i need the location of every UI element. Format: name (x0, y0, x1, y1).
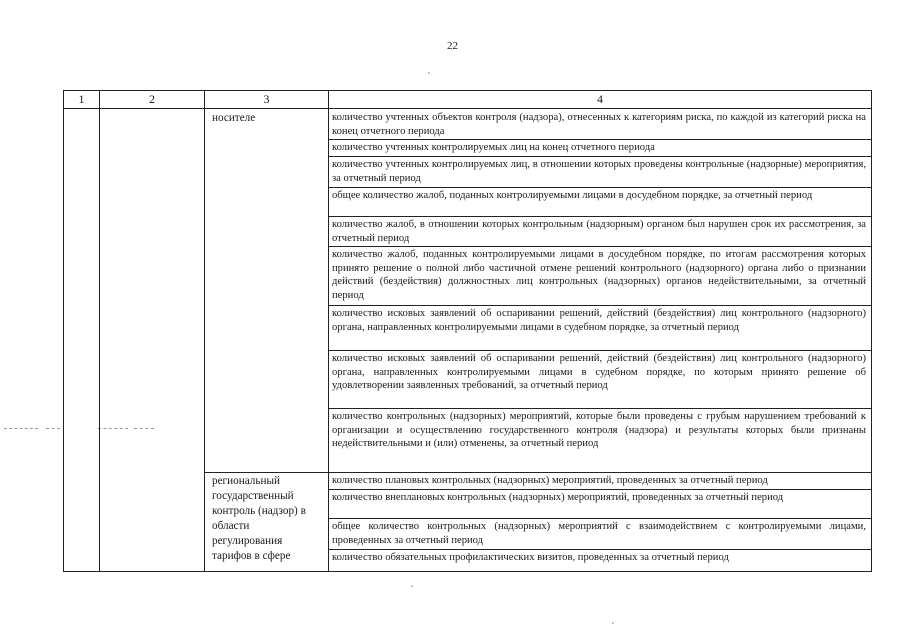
row-separator (328, 305, 872, 306)
row-separator (328, 139, 872, 140)
row-separator (328, 350, 872, 351)
header-col-2: 2 (149, 92, 155, 106)
indicator-row: количество обязательных профилактических визитов, проведенных за отчетный период (332, 552, 729, 563)
indicator-row: количество плановых контрольных (надзорных) мероприятий, проведенных за отчетный период (332, 475, 768, 486)
row-separator (328, 216, 872, 217)
indicator-row: количество исковых заявлений об оспаривании решений, действий (бездействия) лиц контрольного (надзорного) органа, направленных контролируемыми лицами в судебном порядке, по которым принято решение об удовлетворении заявленных требований, за отчетный период (332, 353, 866, 392)
report-table (63, 90, 872, 572)
scan-speck (428, 72, 430, 74)
indicator-row: количество исковых заявлений об оспаривании решений, действий (бездействия) лиц контрольного (надзорного) органа, направленных контролируемыми лицами в судебном порядке, за отчетный период (332, 308, 866, 333)
indicator-row: количество учтенных контролируемых лиц, в отношении которых проведены контрольные (надзорные) мероприятия, за отчетный период (332, 159, 866, 184)
indicator-row: количество внеплановых контрольных (надзорных) мероприятий, проведенных за отчетный период (332, 492, 784, 503)
scan-speck (411, 585, 413, 587)
control-type-cell: региональный государственный контроль (надзор) в области регулирования тарифов в сфере (212, 475, 306, 562)
table-border (63, 90, 64, 572)
scan-speck (612, 622, 614, 624)
table-border (871, 90, 872, 572)
header-separator (63, 108, 872, 109)
row-separator (328, 246, 872, 247)
indicator-row: общее количество жалоб, поданных контролируемыми лицами в досудебном порядке, за отчетный период (332, 190, 813, 201)
group-separator (204, 472, 872, 473)
column-divider (328, 90, 329, 572)
indicator-row: количество жалоб, поданных контролируемыми лицами в досудебном порядке, по итогам рассмотрения которых принято решение о полной либо частичной отмене решений контрольного (надзорного) органа либо о признании действий (бездействия) должностных лиц контрольных (надзорных) органов недействительными, за отчетный период (332, 249, 866, 301)
indicator-row: количество жалоб, в отношении которых контрольным (надзорным) органом был нарушен срок их рассмотрения, за отчетный период (332, 219, 866, 244)
row-separator (328, 187, 872, 188)
indicator-row: общее количество контрольных (надзорных) мероприятий с взаимодействием с контролируемыми лицами, проведенных за отчетный период (332, 521, 866, 546)
header-col-4: 4 (597, 92, 603, 106)
margin-scan-mark (46, 428, 60, 429)
header-col-1: 1 (78, 92, 85, 106)
row-separator (328, 489, 872, 490)
row-separator (328, 156, 872, 157)
indicator-row: количество учтенных контролируемых лиц на конец отчетного периода (332, 142, 655, 153)
indicator-row: количество учтенных объектов контроля (надзора), отнесенных к категориям риска, по каждой из категорий риска на конец отчетного периода (332, 112, 866, 137)
column-divider (99, 90, 100, 572)
page-number: 22 (447, 40, 458, 52)
table-border (63, 571, 872, 572)
row-separator (328, 518, 872, 519)
margin-scan-mark (4, 428, 38, 429)
indicator-row: количество контрольных (надзорных) мероприятий, которые были проведены с грубым нарушением требований к организации и осуществлению государственного контроля (надзора) и результаты которых были признаны недействительными и (или) отменены, за отчетный период (332, 411, 866, 450)
row-separator (328, 408, 872, 409)
column-divider (204, 90, 205, 572)
control-type-cell: носителе (212, 112, 256, 124)
row-separator (328, 549, 872, 550)
header-col-3: 3 (263, 92, 270, 106)
